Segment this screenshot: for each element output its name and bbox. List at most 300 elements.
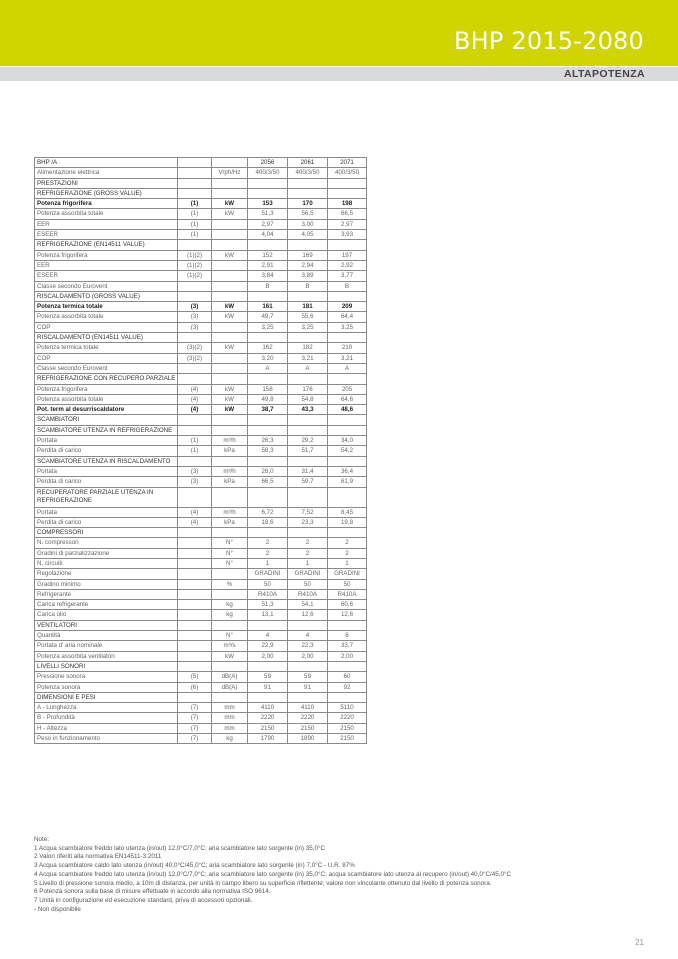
table-cell: 18,6 [248, 517, 288, 527]
table-cell [212, 363, 248, 373]
row-label: EER [35, 260, 178, 270]
row-label: Refrigerante [35, 589, 178, 599]
table-cell: 3,93 [328, 230, 367, 240]
table-cell: A [248, 363, 288, 373]
empty-cell [288, 456, 328, 466]
section-subtitle: ALTAPOTENZA [563, 68, 645, 80]
table-cell: GRADINI [328, 569, 367, 579]
table-cell: 2150 [328, 723, 367, 733]
table-cell: 12,6 [288, 610, 328, 620]
table-cell: N° [212, 631, 248, 641]
table-cell: 6,72 [248, 507, 288, 517]
table-cell [178, 641, 212, 651]
row-label: ESEER [35, 230, 178, 240]
table-cell: 22,3 [288, 641, 328, 651]
note-line: 6 Potenza sonora sulla base di misure effettuate in accordo alla normativa ISO 9614. [34, 888, 271, 896]
empty-cell [212, 528, 248, 538]
row-label: N. circuiti [35, 558, 178, 568]
table-cell: 8,45 [328, 507, 367, 517]
table-cell: V/ph/Hz [212, 168, 248, 178]
table-cell: (1) [178, 199, 212, 209]
table-row [35, 436, 367, 446]
table-row [35, 558, 367, 568]
row-label: Potenza frigorifera [35, 250, 178, 260]
empty-cell [178, 188, 212, 198]
table-cell: kg [212, 610, 248, 620]
empty-cell [178, 333, 212, 343]
table-section-row [35, 661, 367, 671]
table-cell [178, 281, 212, 291]
table-row [35, 271, 367, 281]
row-label: H - Altezza [35, 723, 178, 733]
table-cell: 210 [328, 343, 367, 353]
table-row [35, 250, 367, 260]
table-row [35, 312, 367, 322]
table-cell: 4,04 [248, 230, 288, 240]
empty-cell [328, 415, 367, 425]
row-label: Potenza assorbita totale [35, 209, 178, 219]
table-cell: 59 [248, 672, 288, 682]
table-cell: 38,7 [248, 405, 288, 415]
table-cell: 2 [288, 548, 328, 558]
table-cell: m³/h [212, 466, 248, 476]
table-row [35, 538, 367, 548]
empty-cell [288, 415, 328, 425]
table-cell: (4) [178, 394, 212, 404]
table-cell: 49,7 [248, 312, 288, 322]
empty-cell [212, 620, 248, 630]
table-row [35, 723, 367, 733]
table-cell: N° [212, 558, 248, 568]
table-cell: (5) [178, 672, 212, 682]
table-cell [212, 260, 248, 270]
table-cell: 2,94 [288, 260, 328, 270]
page-title: BHP 2015-2080 [453, 27, 644, 55]
empty-cell [248, 291, 288, 301]
table-cell: 4110 [288, 703, 328, 713]
table-cell: 1790 [248, 734, 288, 744]
empty-cell [328, 528, 367, 538]
table-cell: (6) [178, 682, 212, 692]
table-cell: R410A [248, 589, 288, 599]
table-cell: 31,4 [288, 466, 328, 476]
table-cell: (1) [178, 209, 212, 219]
row-label: Classe secondo Eurovent [35, 281, 178, 291]
empty-cell [178, 456, 212, 466]
row-label: Potenza assorbita totale [35, 312, 178, 322]
spec-table-container [34, 157, 366, 744]
table-cell: 92 [328, 682, 367, 692]
table-section-row [35, 425, 367, 435]
table-cell: 205 [328, 384, 367, 394]
table-cell [178, 610, 212, 620]
table-cell [212, 353, 248, 363]
table-cell: mm [212, 713, 248, 723]
table-cell: 197 [328, 250, 367, 260]
table-cell: 3,21 [288, 353, 328, 363]
table-cell: m³/h [212, 507, 248, 517]
table-cell: (3) [178, 312, 212, 322]
section-label: REFRIGERAZIONE (EN14511 VALUE) [35, 240, 178, 250]
table-cell: 2 [248, 548, 288, 558]
empty-cell [288, 692, 328, 702]
empty-cell [178, 374, 212, 384]
empty-cell [328, 620, 367, 630]
table-cell: 66,5 [248, 477, 288, 487]
row-label: Quantità [35, 631, 178, 641]
table-row [35, 477, 367, 487]
table-cell: dB(A) [212, 682, 248, 692]
row-label: Classe secondo Eurovent [35, 363, 178, 373]
row-label: Portata [35, 466, 178, 476]
table-section-row [35, 620, 367, 630]
table-cell: kPa [212, 446, 248, 456]
page-number: 21 [635, 938, 644, 947]
section-label: RISCALDAMENTO (GROSS VALUE) [35, 291, 178, 301]
table-cell: 54,8 [288, 394, 328, 404]
empty-cell [248, 661, 288, 671]
empty-cell [328, 333, 367, 343]
section-label: SCAMBIATORE UTENZA IN RISCALDAMENTO [35, 456, 178, 466]
table-cell: GRADINI [288, 569, 328, 579]
table-cell: (3) [178, 322, 212, 332]
table-cell: (4) [178, 517, 212, 527]
table-row [35, 394, 367, 404]
table-section-row [35, 291, 367, 301]
table-cell: 60 [328, 672, 367, 682]
table-cell: 29,2 [288, 436, 328, 446]
table-cell: 50 [288, 579, 328, 589]
table-cell: (4) [178, 507, 212, 517]
empty-cell [328, 178, 367, 188]
row-label: Perdita di carico [35, 477, 178, 487]
table-cell: 1 [328, 558, 367, 568]
row-label: Potenza termica totale [35, 343, 178, 353]
table-cell: R410A [288, 589, 328, 599]
table-section-row [35, 240, 367, 250]
table-cell [178, 558, 212, 568]
table-row [35, 466, 367, 476]
note-line: 3 Acqua scambiatore caldo lato utenza (in/out) 40,0°C/45,0°C; aria scambiatore lato sorgente (in) 7,0°C - U.R. 87% [34, 862, 355, 870]
table-cell: (7) [178, 723, 212, 733]
row-label: Potenza assorbita ventilatori [35, 651, 178, 661]
table-cell: 2 [328, 538, 367, 548]
table-row [35, 569, 367, 579]
table-cell: kg [212, 734, 248, 744]
empty-cell [248, 620, 288, 630]
table-cell: 4,05 [288, 230, 328, 240]
table-cell: 4110 [248, 703, 288, 713]
table-row [35, 507, 367, 517]
table-cell: B [248, 281, 288, 291]
table-cell: 33,7 [328, 641, 367, 651]
table-row [35, 302, 367, 312]
table-cell: 3,77 [328, 271, 367, 281]
table-cell: kW [212, 199, 248, 209]
empty-cell [212, 240, 248, 250]
table-row [35, 199, 367, 209]
table-cell [178, 631, 212, 641]
table-cell: N° [212, 548, 248, 558]
table-cell [212, 569, 248, 579]
table-cell: 2220 [288, 713, 328, 723]
table-row [35, 682, 367, 692]
table-cell: 2,97 [248, 219, 288, 229]
row-label: EER [35, 219, 178, 229]
empty-cell [248, 425, 288, 435]
section-label: SCAMBIATORE UTENZA IN REFRIGERAZIONE [35, 425, 178, 435]
table-cell: 51,7 [288, 446, 328, 456]
table-cell: 3,84 [248, 271, 288, 281]
table-cell: 34,0 [328, 436, 367, 446]
row-label: Peso in funzionamento [35, 734, 178, 744]
row-label: Carica refrigerante [35, 600, 178, 610]
table-cell: (1)(2) [178, 260, 212, 270]
table-cell: 66,5 [328, 209, 367, 219]
table-row [35, 281, 367, 291]
table-cell: (7) [178, 713, 212, 723]
table-cell: 400/3/50 [248, 168, 288, 178]
table-row [35, 641, 367, 651]
table-section-row [35, 333, 367, 343]
empty-cell [178, 425, 212, 435]
table-cell: 6 [328, 631, 367, 641]
table-cell: kW [212, 209, 248, 219]
empty-cell [328, 240, 367, 250]
empty-cell [248, 374, 288, 384]
row-label: Gradino minimo [35, 579, 178, 589]
note-line: 1 Acqua scambiatore freddo lato utenza (in/out) 12,0°C/7,0°C; aria scambiatore lato sorgente (in) 35,0°C [34, 844, 326, 852]
empty-cell [248, 528, 288, 538]
row-label: COP [35, 353, 178, 363]
section-label: SCAMBIATORI [35, 415, 178, 425]
empty-cell [248, 178, 288, 188]
row-label: Potenza sonora [35, 682, 178, 692]
table-cell: 3,25 [288, 322, 328, 332]
row-label: Perdita di carico [35, 446, 178, 456]
table-cell [178, 538, 212, 548]
empty-cell [178, 661, 212, 671]
table-section-row [35, 528, 367, 538]
table-cell [212, 589, 248, 599]
table-row [35, 405, 367, 415]
empty-cell [178, 528, 212, 538]
notes-section [34, 836, 654, 914]
table-cell: (3) [178, 466, 212, 476]
table-cell: 3,25 [328, 322, 367, 332]
table-row [35, 579, 367, 589]
table-row [35, 600, 367, 610]
row-label: Carica olio [35, 610, 178, 620]
table-cell: 158 [248, 384, 288, 394]
table-cell: 1 [288, 558, 328, 568]
table-cell: dB(A) [212, 672, 248, 682]
table-cell: 2150 [328, 734, 367, 744]
empty-cell [288, 240, 328, 250]
table-cell: 2,91 [248, 260, 288, 270]
table-section-row [35, 692, 367, 702]
table-cell: 36,4 [328, 466, 367, 476]
table-cell: kPa [212, 477, 248, 487]
empty-cell [212, 333, 248, 343]
table-cell: 3,20 [248, 353, 288, 363]
table-row [35, 548, 367, 558]
table-cell: (1) [178, 436, 212, 446]
table-cell: (1)(2) [178, 250, 212, 260]
table-cell: m³/h [212, 436, 248, 446]
table-cell: 91 [248, 682, 288, 692]
table-cell: 2 [248, 538, 288, 548]
table-cell: (7) [178, 703, 212, 713]
empty-cell [212, 374, 248, 384]
table-row [35, 631, 367, 641]
empty-cell [328, 425, 367, 435]
empty-cell [178, 291, 212, 301]
row-label: Gradini di parzializzazione [35, 548, 178, 558]
row-label: Alimentazione elettrica [35, 168, 178, 178]
table-cell: 43,3 [288, 405, 328, 415]
empty-cell [212, 425, 248, 435]
table-cell: 19,8 [328, 517, 367, 527]
table-cell: 2 [288, 538, 328, 548]
empty-cell [288, 425, 328, 435]
section-label: LIVELLI SONORI [35, 661, 178, 671]
table-header-cell: 2061 [288, 158, 328, 168]
empty-cell [212, 415, 248, 425]
table-header-cell [212, 158, 248, 168]
table-row [35, 672, 367, 682]
row-label: Potenza frigorifera [35, 199, 178, 209]
table-cell [212, 230, 248, 240]
table-cell: (3) [178, 302, 212, 312]
section-label: REFRIGERAZIONE CON RECUPERO PARZIALE [35, 374, 178, 384]
empty-cell [178, 620, 212, 630]
table-cell: 2,00 [248, 651, 288, 661]
table-header-cell: 2056 [248, 158, 288, 168]
row-label: ESEER [35, 271, 178, 281]
table-cell: 182 [288, 343, 328, 353]
empty-cell [212, 178, 248, 188]
row-label: Portata d' aria nominale [35, 641, 178, 651]
table-cell: 55,6 [288, 312, 328, 322]
table-cell: kW [212, 312, 248, 322]
table-cell: % [212, 579, 248, 589]
table-header-cell [178, 158, 212, 168]
table-cell: 26,3 [248, 436, 288, 446]
table-cell: 51,3 [248, 209, 288, 219]
table-cell: 60,6 [328, 600, 367, 610]
row-label: Portata [35, 436, 178, 446]
row-label: Potenza assorbita totale [35, 394, 178, 404]
table-section-row [35, 188, 367, 198]
empty-cell [178, 692, 212, 702]
table-cell: 50 [328, 579, 367, 589]
table-cell: 48,6 [328, 405, 367, 415]
empty-cell [212, 487, 248, 507]
table-cell: 28,0 [248, 466, 288, 476]
table-row [35, 610, 367, 620]
table-cell: (1) [178, 219, 212, 229]
table-cell: (3)(2) [178, 343, 212, 353]
empty-cell [178, 415, 212, 425]
row-label: COP [35, 322, 178, 332]
empty-cell [288, 291, 328, 301]
table-row [35, 343, 367, 353]
table-cell: 59,7 [288, 477, 328, 487]
table-cell: mm [212, 723, 248, 733]
empty-cell [328, 291, 367, 301]
empty-cell [178, 178, 212, 188]
table-cell: (1) [178, 230, 212, 240]
row-label: N. compressori [35, 538, 178, 548]
table-row [35, 353, 367, 363]
table-cell: 49,8 [248, 394, 288, 404]
table-row [35, 651, 367, 661]
table-cell: B [328, 281, 367, 291]
note-line: 5 Livello di pressione sonora medio, a 10m di distanza, per unità in campo libero su superficie riflettente; valore non vincolante ottenuto dal livello di potenza sonora. [34, 879, 492, 887]
table-header-cell: BHP /A [35, 158, 178, 168]
empty-cell [288, 620, 328, 630]
table-row [35, 322, 367, 332]
table-row [35, 384, 367, 394]
table-row [35, 713, 367, 723]
table-cell: (1) [178, 446, 212, 456]
table-cell: 13,1 [248, 610, 288, 620]
table-cell: 1890 [288, 734, 328, 744]
table-cell: 61,9 [328, 477, 367, 487]
empty-cell [328, 661, 367, 671]
table-cell: 64,4 [328, 312, 367, 322]
empty-cell [212, 692, 248, 702]
table-cell: 3,25 [248, 322, 288, 332]
table-cell [178, 600, 212, 610]
table-section-row [35, 487, 367, 507]
table-cell: B [288, 281, 328, 291]
table-cell [178, 363, 212, 373]
table-row [35, 589, 367, 599]
table-cell: 152 [248, 250, 288, 260]
empty-cell [248, 415, 288, 425]
empty-cell [212, 661, 248, 671]
table-cell: m³/s [212, 641, 248, 651]
table-cell: R410A [328, 589, 367, 599]
table-row [35, 446, 367, 456]
table-section-row [35, 374, 367, 384]
table-row [35, 209, 367, 219]
table-cell: 2,00 [328, 651, 367, 661]
row-label: Potenza termica totale [35, 302, 178, 312]
empty-cell [288, 487, 328, 507]
section-label: VENTILATORI [35, 620, 178, 630]
table-cell [178, 651, 212, 661]
table-header-row [35, 158, 367, 168]
table-cell: 198 [328, 199, 367, 209]
table-cell: 54,1 [288, 600, 328, 610]
note-line: 4 Acqua scambiatore freddo lato utenza (in/out) 12,0°C/7,0°C; aria scambiatore lato sorgente (in) 35,0°C; acqua scambiatore lato utenza al recupero (in/out) 40,0°C/45,0°C [34, 870, 512, 878]
table-cell: 91 [288, 682, 328, 692]
section-label: REFRIGERAZIONE (GROSS VALUE) [35, 188, 178, 198]
table-cell: N° [212, 538, 248, 548]
table-cell: 1 [248, 558, 288, 568]
row-label: A - Lunghezza [35, 703, 178, 713]
table-cell: 400/3/50 [288, 168, 328, 178]
table-cell: 7,52 [288, 507, 328, 517]
table-cell: 181 [288, 302, 328, 312]
table-cell: kW [212, 384, 248, 394]
empty-cell [248, 487, 288, 507]
table-cell: 23,3 [288, 517, 328, 527]
table-cell: 3,21 [328, 353, 367, 363]
